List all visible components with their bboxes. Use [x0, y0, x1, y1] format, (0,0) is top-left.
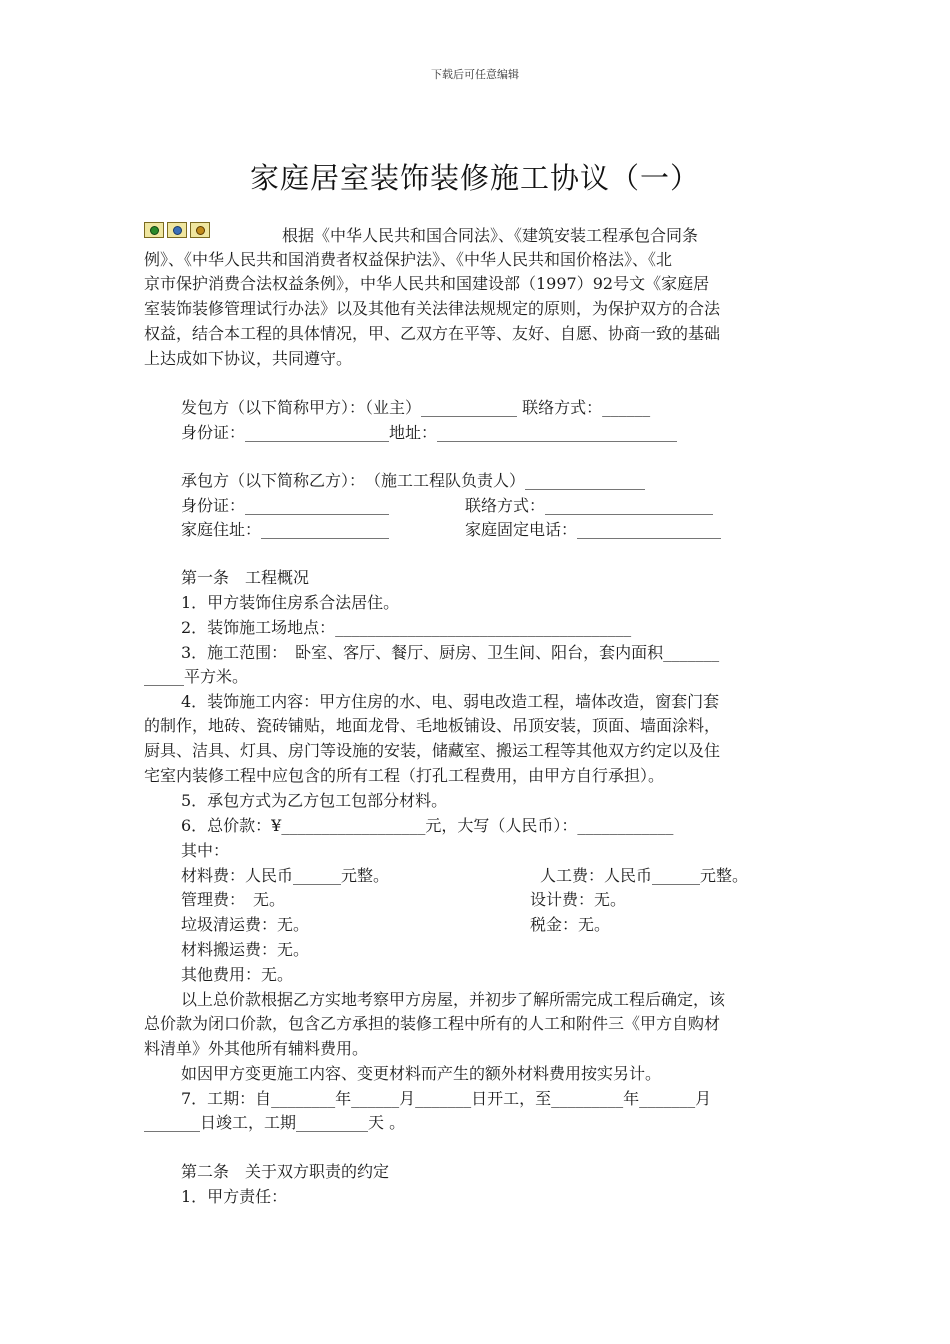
text-line-right: 人工费：人民币______元整。	[540, 866, 749, 885]
text-line: 身份证：__________________	[181, 496, 390, 515]
text-line: 材料搬运费：无。	[181, 940, 310, 959]
text-line: _____平方米。	[144, 667, 249, 686]
text-line: 3．施工范围： 卧室、客厅、餐厅、厨房、卫生间、阳台，套内面积_______	[181, 643, 720, 662]
text-line: 总价款为闭口价款，包含乙方承担的装修工程中所有的人工和附件三《甲方自购材	[144, 1014, 721, 1033]
text-line: 其他费用：无。	[181, 965, 294, 984]
text-line: 料清单》外其他所有辅料费用。	[144, 1039, 369, 1058]
text-line: 以上总价款根据乙方实地考察甲方房屋，并初步了解所需完成工程后确定，该	[181, 990, 726, 1009]
text-line: 发包方（以下简称甲方）：（业主）____________ 联络方式：______	[181, 398, 651, 417]
text-line: 身份证：__________________地址：______________________________	[181, 423, 678, 442]
text-line: 垃圾清运费：无。	[181, 915, 310, 934]
text-line: 权益，结合本工程的具体情况，甲、乙双方在平等、友好、自愿、协商一致的基础	[144, 324, 721, 343]
page-header: 下载后可任意编辑	[431, 68, 519, 81]
text-line: _______日竣工，工期_________天 。	[144, 1113, 406, 1132]
text-line: 1．甲方责任：	[181, 1187, 288, 1206]
text-line-right: 税金：无。	[530, 915, 611, 934]
clip-icon-2	[167, 222, 187, 238]
text-line: 承包方（以下简称乙方）： （施工工程队负责人）_______________	[181, 471, 646, 490]
text-line: 京市保护消费合法权益条例》，中华人民共和国建设部（1997）92号文《家庭居	[144, 274, 710, 293]
text-line: 根据《中华人民共和国合同法》、《建筑安装工程承包合同条	[282, 226, 699, 245]
text-line: 4．装饰施工内容：甲方住房的水、电、弱电改造工程，墙体改造，窗套门套	[181, 692, 720, 711]
icon-strip	[144, 222, 210, 238]
text-line-right: 联络方式：_____________________	[465, 496, 714, 515]
text-line: 室装饰装修管理试行办法》以及其他有关法律法规规定的原则，为保护双方的合法	[144, 299, 721, 318]
clip-icon-1	[144, 222, 164, 238]
text-line: 管理费： 无。	[181, 890, 286, 909]
text-line: 宅室内装修工程中应包含的所有工程（打孔工程费用，由甲方自行承担）。	[144, 766, 665, 785]
text-line: 6．总价款：¥__________________元，大写（人民币）：____________	[181, 816, 674, 835]
text-line: 例》、《中华人民共和国消费者权益保护法》、《中华人民共和国价格法》、《北	[144, 250, 673, 269]
text-line: 的制作，地砖、瓷砖铺贴，地面龙骨、毛地板铺设、吊顶安装，顶面、墙面涂料，	[144, 716, 721, 735]
text-line: 家庭住址：________________	[181, 520, 390, 539]
text-line: 厨具、洁具、灯具、房门等设施的安装，储藏室、搬运工程等其他双方约定以及住	[144, 741, 721, 760]
clip-icon-3	[190, 222, 210, 238]
text-line: 2．装饰施工场地点：_____________________________________	[181, 618, 632, 637]
text-line: 上达成如下协议，共同遵守。	[144, 349, 353, 368]
section-heading: 第一条 工程概况	[181, 568, 310, 587]
section-heading: 第二条 关于双方职责的约定	[181, 1162, 390, 1181]
text-line-right: 家庭固定电话：__________________	[465, 520, 722, 539]
text-line-right: 设计费：无。	[530, 890, 627, 909]
text-line: 7．工期：自________年______月_______日开工，至_________年_______月	[181, 1089, 712, 1108]
text-line: 其中：	[181, 841, 230, 860]
text-line: 1．甲方装饰住房系合法居住。	[181, 593, 400, 612]
document-title: 家庭居室装饰装修施工协议（一）	[249, 161, 700, 195]
text-line: 如因甲方变更施工内容、变更材料而产生的额外材料费用按实另计。	[181, 1064, 662, 1083]
text-line: 5．承包方式为乙方包工包部分材料。	[181, 791, 448, 810]
text-line: 材料费：人民币______元整。	[181, 866, 390, 885]
